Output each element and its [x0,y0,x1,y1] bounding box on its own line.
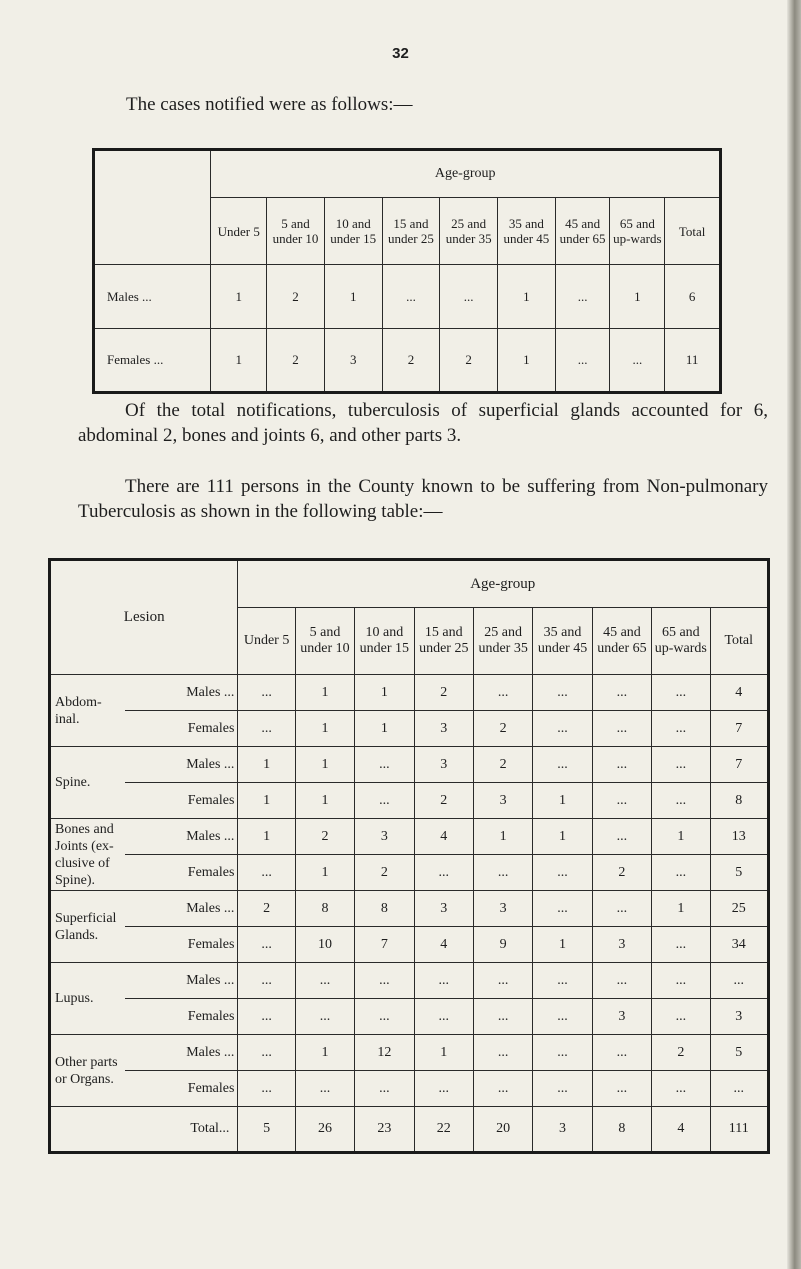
notifications-table [92,148,722,394]
column-header: 25 and under 35 [440,198,498,265]
intro-text: The cases notified were as follows:— [126,94,413,115]
table-cell: ... [652,999,710,1035]
table-cell: ... [238,1035,295,1071]
total-cell: 23 [355,1107,414,1153]
lesion-label: Spine. [50,747,126,819]
column-header: 45 and under 65 [592,608,651,675]
column-header: 5 and under 10 [267,198,325,265]
table-cell: ... [652,927,710,963]
table-cell: ... [238,999,295,1035]
table-cell: 2 [267,265,325,329]
table-cell: 2 [414,675,473,711]
table-cell: ... [592,891,651,927]
column-header: 65 and up-wards [610,198,665,265]
table-cell: ... [473,855,532,891]
table-cell: ... [295,999,354,1035]
table-cell: ... [355,747,414,783]
table-cell: 3 [592,999,651,1035]
total-cell: 4 [652,1107,710,1153]
table-cell: ... [555,329,610,393]
page-edge-shadow [787,0,801,1269]
table-cell: 1 [498,329,556,393]
table-cell: 4 [414,927,473,963]
table-cell: 4 [710,675,769,711]
table-cell: ... [238,927,295,963]
table-cell: 3 [414,747,473,783]
table-row [50,999,769,1035]
table-cell: 3 [355,819,414,855]
total-cell: 5 [238,1107,295,1153]
table-cell: 1 [473,819,532,855]
sex-label: Males ... [125,963,238,999]
table-row [50,747,769,783]
table-cell: 25 [710,891,769,927]
table-cell: ... [473,1035,532,1071]
table-cell: ... [592,1071,651,1107]
table-cell: 11 [665,329,721,393]
table-cell: ... [533,999,592,1035]
table-row [50,891,769,927]
table-intro-paragraph: There are 111 persons in the County known to be suffering from Non-pulmonary Tuberculosis as shown in the following table:— [78,476,768,522]
table-cell: ... [238,711,295,747]
table-row [94,329,721,393]
table-cell: 2 [473,747,532,783]
table-row [94,265,721,329]
table-cell: ... [440,265,498,329]
sex-label: Females [125,999,238,1035]
table-row [50,855,769,891]
table-cell: 1 [414,1035,473,1071]
table-cell: ... [652,1071,710,1107]
table-cell: ... [592,1035,651,1071]
table-cell: ... [382,265,440,329]
total-cell: 3 [533,1107,592,1153]
table-cell: ... [414,1071,473,1107]
table-cell: 1 [238,819,295,855]
total-cell: 22 [414,1107,473,1153]
table-cell: 3 [592,927,651,963]
table-cell: ... [414,999,473,1035]
corner-cell [94,150,211,265]
table-cell: 3 [473,783,532,819]
table-cell: 13 [710,819,769,855]
table-cell: ... [473,675,532,711]
summary-paragraph: Of the total notifications, tuberculosis of superficial glands accounted for 6, abdominal 2, bones and joints 6, and other parts 3. [78,400,768,446]
table-cell: ... [533,1035,592,1071]
table-cell: ... [238,1071,295,1107]
table-cell: 12 [355,1035,414,1071]
table-cell: 1 [238,783,295,819]
sex-label: Males ... [125,1035,238,1071]
table-cell: 2 [473,711,532,747]
table-cell: ... [355,963,414,999]
table-cell: ... [555,265,610,329]
table-cell: ... [355,1071,414,1107]
lesion-header: Lesion [50,560,238,675]
table-cell: 9 [473,927,532,963]
column-header: 5 and under 10 [295,608,354,675]
column-header: Total [710,608,769,675]
table-cell: ... [295,963,354,999]
table-cell: ... [533,1071,592,1107]
column-header: 10 and under 15 [355,608,414,675]
sex-label: Males ... [125,675,238,711]
table-cell: 1 [211,265,267,329]
table-cell: ... [652,747,710,783]
sex-label: Males ... [125,891,238,927]
table-cell: 1 [533,927,592,963]
table-cell: 1 [533,819,592,855]
total-row [50,1107,769,1153]
table-cell: 1 [295,675,354,711]
table-cell: 3 [710,999,769,1035]
table-cell: 1 [355,675,414,711]
table-cell: ... [533,963,592,999]
sex-label: Males ... [125,819,238,855]
table-cell: ... [355,783,414,819]
table-cell: ... [652,711,710,747]
column-header: 15 and under 25 [414,608,473,675]
table-row [50,927,769,963]
table-cell: 2 [440,329,498,393]
table-cell: ... [592,675,651,711]
lesion-label: Lupus. [50,963,126,1035]
table-cell: 8 [710,783,769,819]
table-cell: ... [710,963,769,999]
table-cell: 1 [324,265,382,329]
table-cell: ... [295,1071,354,1107]
total-cell: 26 [295,1107,354,1153]
table-row [50,963,769,999]
table-cell: 3 [414,711,473,747]
table-cell: 8 [355,891,414,927]
table-cell: ... [652,783,710,819]
table-cell: 5 [710,1035,769,1071]
table-cell: 2 [414,783,473,819]
age-group-header: Age-group [211,150,721,198]
total-cell: 111 [710,1107,769,1153]
lesion-label: Other parts or Organs. [50,1035,126,1107]
table-cell: 2 [267,329,325,393]
table-cell: 2 [355,855,414,891]
sex-label: Females [125,711,238,747]
table-cell: 1 [295,747,354,783]
table-cell: 7 [355,927,414,963]
table-cell: ... [652,675,710,711]
row-label: Males ... [94,265,211,329]
sex-label: Females [125,927,238,963]
table-cell: ... [710,1071,769,1107]
row-label: Females ... [94,329,211,393]
column-header: 35 and under 45 [533,608,592,675]
table-cell: 1 [211,329,267,393]
column-header: Total [665,198,721,265]
table-cell: 3 [414,891,473,927]
table-cell: ... [238,675,295,711]
table-cell: 4 [414,819,473,855]
table-cell: ... [652,963,710,999]
table-cell: ... [414,963,473,999]
column-header: 45 and under 65 [555,198,610,265]
column-header: 15 and under 25 [382,198,440,265]
column-header: 65 and up-wards [652,608,710,675]
sex-label: Females [125,855,238,891]
table-cell: 3 [324,329,382,393]
table-cell: ... [533,891,592,927]
table-cell: ... [592,783,651,819]
table-cell: ... [473,1071,532,1107]
table-row [50,1071,769,1107]
table-cell: 2 [652,1035,710,1071]
table-cell: 1 [295,783,354,819]
table-row [50,1035,769,1071]
table-cell: 2 [382,329,440,393]
table-cell: 1 [295,1035,354,1071]
lesion-label: Bones and Joints (ex-clusive of Spine). [50,819,126,891]
table-cell: ... [238,855,295,891]
lesion-label: Abdom-inal. [50,675,126,747]
table-row [50,783,769,819]
page-number: 32 [392,45,409,62]
table-cell: ... [533,747,592,783]
table-row [50,675,769,711]
column-header: Under 5 [211,198,267,265]
table-cell: 1 [295,711,354,747]
table-cell: 1 [652,819,710,855]
table-cell: ... [610,329,665,393]
table-cell: 6 [665,265,721,329]
table-row [50,711,769,747]
total-label: Total... [50,1107,238,1153]
sex-label: Females [125,783,238,819]
table-cell: 34 [710,927,769,963]
table-cell: 10 [295,927,354,963]
table-cell: 8 [295,891,354,927]
table-cell: 2 [238,891,295,927]
table-cell: 1 [295,855,354,891]
sex-label: Males ... [125,747,238,783]
table-cell: 5 [710,855,769,891]
table-cell: ... [473,999,532,1035]
table-cell: 1 [355,711,414,747]
table-cell: 1 [238,747,295,783]
table-cell: ... [238,963,295,999]
table-cell: ... [355,999,414,1035]
table-cell: 7 [710,747,769,783]
total-cell: 20 [473,1107,532,1153]
table-cell: ... [592,711,651,747]
column-header: Under 5 [238,608,295,675]
column-header: 25 and under 35 [473,608,532,675]
table-cell: 1 [652,891,710,927]
age-group-header: Age-group [238,560,769,608]
table-cell: ... [473,963,532,999]
table-cell: ... [592,819,651,855]
table-cell: 3 [473,891,532,927]
table-cell: 2 [295,819,354,855]
sex-label: Females [125,1071,238,1107]
table-cell: ... [533,711,592,747]
lesion-label: Superficial Glands. [50,891,126,963]
table-cell: 1 [610,265,665,329]
column-header: 35 and under 45 [498,198,556,265]
total-cell: 8 [592,1107,651,1153]
table-cell: ... [414,855,473,891]
table-cell: 7 [710,711,769,747]
lesion-table [48,558,770,1154]
table-cell: 2 [592,855,651,891]
table-row [50,819,769,855]
column-header: 10 and under 15 [324,198,382,265]
table-cell: ... [592,747,651,783]
table-cell: ... [533,675,592,711]
table-cell: ... [592,963,651,999]
table-cell: 1 [533,783,592,819]
table-cell: ... [533,855,592,891]
table-cell: 1 [498,265,556,329]
table-cell: ... [652,855,710,891]
